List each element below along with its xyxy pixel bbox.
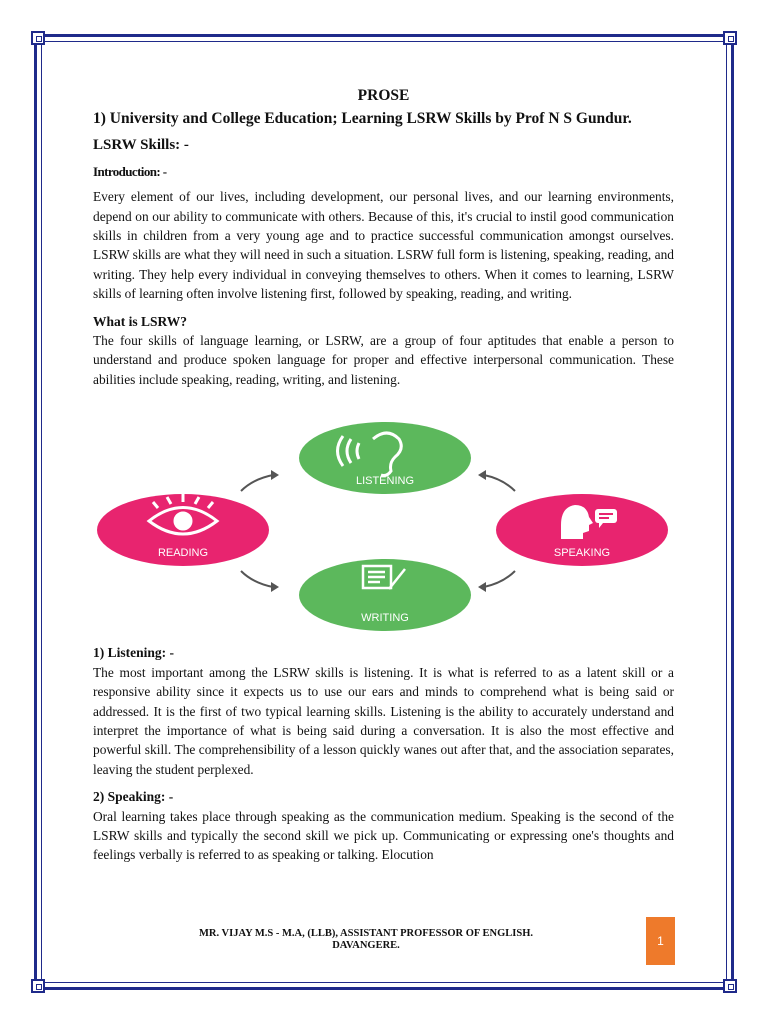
listening-paragraph: The most important among the LSRW skills is listening. It is what is referred to as a latent skill or a responsive ability since it expects us to use our ears and minds to comprehend what is being said or addressed. It is the first of two typical learning skills. Listening is the ability to accurately understand and interpret the importance of what is being said during a conversation. It is also the most effective and powerful skill. The comprehensibility of a lesson quickly wanes out after that, and the association separates, leaving the student perplexed. [93,664,674,777]
arrow-reading-listening [241,475,273,491]
what-is-lsrw-heading: What is LSRW? [93,313,188,329]
writing-label: WRITING [361,612,409,625]
arrow-listening-speaking [484,475,515,491]
chapter-title: 1) University and College Education; Learning LSRW Skills by Prof N S Gundur. [93,110,632,128]
section-title: LSRW Skills: - [93,137,189,154]
arrow-writing-speaking [484,571,515,587]
corner-ornament-bottom-right [723,979,737,993]
corner-ornament-top-right [723,31,737,45]
footer-location-line: DAVANGERE. [332,940,400,951]
speaking-label: SPEAKING [553,547,611,560]
lsrw-skills-diagram [93,399,674,631]
reading-label: READING [157,547,209,560]
introduction-paragraph: Every element of our lives, including development, our personal lives, and our learning environments, depend on our ability to communicate with others. Because of this, it's crucial to instil good communication skills in children from a very young age and to practice successful communication amongst ourselves. LSRW skills are what they will need in such a situation. LSRW full form is listening, speaking, reading, and writing. They help every individual in conveying themselves to others. When it comes to learning, LSRW skills of learning often involve listening first, followed by speaking, reading, and writing. [93,189,674,302]
page-title: PROSE [357,87,410,104]
page-footer [140,928,592,952]
page-number-badge: 1 [646,917,675,965]
speaking-paragraph: Oral learning takes place through speaking as the communication medium. Speaking is the second of the LSRW skills and typically the second skill we pick up. Communicating or expressing one's thoughts and feelings verbally is referred to as speaking or talking. Elocution [93,808,674,863]
document-body [93,86,674,873]
corner-ornament-bottom-left [31,979,45,993]
introduction-heading: Introduction: - [93,163,167,179]
corner-ornament-top-left [31,31,45,45]
listening-label: LISTENING [355,475,415,488]
speaking-heading: 2) Speaking: - [93,789,174,805]
arrow-reading-writing [241,571,273,587]
what-is-lsrw-paragraph: The four skills of language learning, or LSRW, are a group of four aptitudes that enable a person to understand and produce spoken language for proper and effective interpersonal communication. These abilities include speaking, reading, writing, and listening. [93,333,674,387]
footer-author-line: MR. VIJAY M.S - M.A, (LLB), ASSISTANT PROFESSOR OF ENGLISH. [198,928,534,939]
listening-heading: 1) Listening: - [93,645,174,661]
